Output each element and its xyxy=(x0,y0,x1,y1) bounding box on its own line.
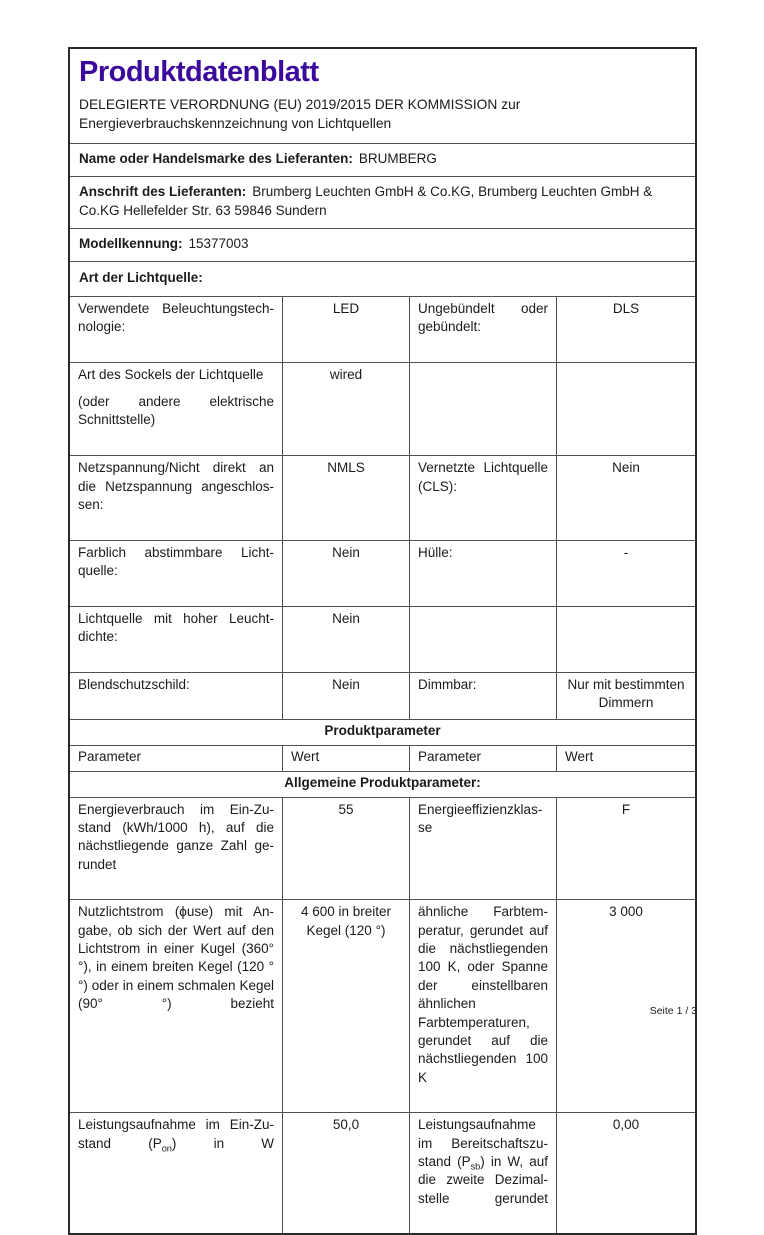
param-cell xyxy=(409,607,556,672)
model-id-value: 15377003 xyxy=(188,235,249,251)
param-cell xyxy=(409,363,556,455)
supplier-name-row xyxy=(70,143,695,176)
supplier-name-value: BRUMBERG xyxy=(358,150,437,166)
param-cell xyxy=(409,1113,556,1233)
value-cell: Nein xyxy=(556,456,695,539)
value-cell: NMLS xyxy=(282,456,409,539)
param-cell: Nutzlichtstrom (ϕuse) mit Angabe, ob sich der Wert auf den Lichtstrom in einer Kugel (360° °), in einem breiten Kegel (120 °°) oder in einem schmalen Kegel (90° °) bezieht xyxy=(78,904,274,1012)
header-block xyxy=(70,49,695,143)
regulation-line-1: DELEGIERTE VERORDNUNG (EU) 2019/2015 DER KOMMISSION zur xyxy=(79,97,521,113)
param-text: ) in W, auf die zweite Dezimalstelle gerundet xyxy=(418,1154,548,1206)
value-cell: 55 xyxy=(282,798,409,900)
value-cell: LED xyxy=(282,297,409,362)
table-row-leuchtdichte xyxy=(70,606,695,672)
param-paragraph-2: (oder andere elektrische Schnittstelle) xyxy=(78,394,274,428)
param-cell: Hülle: xyxy=(409,541,556,606)
value-cell: Nur mit bestimmten Dimmern xyxy=(556,673,695,720)
supplier-address-row xyxy=(70,176,695,228)
value-cell: wired xyxy=(282,363,409,455)
param-cell: Farblich abstimmbare Lichtquelle: xyxy=(78,544,274,578)
subscript-sb: sb xyxy=(470,1161,481,1172)
param-cell: Energieverbrauch im Ein-Zustand (kWh/1000 h), auf die nächstliegende ganze Zahl gerundet xyxy=(78,801,274,872)
value-cell: F xyxy=(556,798,695,900)
regulation-text xyxy=(79,96,685,134)
param-text: Leistungsaufnahme im Ein-Zustand (P xyxy=(78,1117,274,1151)
value-cell: Nein xyxy=(282,541,409,606)
section-title-allgemeine-produktparameter: Allgemeine Produktparameter: xyxy=(70,771,695,796)
value-cell xyxy=(556,607,695,672)
param-cell: Lichtquelle mit hoher Leuchtdichte: xyxy=(78,610,274,645)
subscript-on: on xyxy=(161,1143,172,1154)
column-header-parameter-2: Parameter xyxy=(409,746,556,771)
value-cell: 4 600 in breiter Kegel (120 °) xyxy=(282,900,409,1112)
value-cell: Nein xyxy=(282,607,409,672)
table-row-leistungsaufnahme xyxy=(70,1112,695,1233)
param-cell xyxy=(70,1113,282,1233)
param-cell: Energieeffizienzklasse xyxy=(409,798,556,900)
model-id-label: Modellkennung: xyxy=(79,235,183,251)
supplier-name-label: Name oder Handelsmarke des Lieferanten: xyxy=(79,150,353,166)
value-cell: DLS xyxy=(556,297,695,362)
param-cell: Ungebündelt oder gebündelt: xyxy=(409,297,556,362)
table-row-farblich-abstimmbar xyxy=(70,540,695,606)
param-text: ) in W xyxy=(171,1135,274,1151)
column-header-wert-2: Wert xyxy=(556,746,695,771)
param-text: Leistungsaufnahme im Bereitschaftszustand (P xyxy=(418,1117,548,1170)
value-cell: - xyxy=(556,541,695,606)
value-cell: 0,00 xyxy=(556,1113,695,1233)
value-cell: Nein xyxy=(282,673,409,720)
param-cell: Vernetzte Lichtquelle (CLS): xyxy=(409,456,556,539)
section-title-produktparameter: Produktparameter xyxy=(70,719,695,744)
column-header-parameter-1: Parameter xyxy=(78,748,142,764)
table-row-sockel xyxy=(70,362,695,455)
page-title: Produktdatenblatt xyxy=(79,56,319,88)
model-id-row xyxy=(70,228,695,261)
column-header-wert-1: Wert xyxy=(282,746,409,771)
column-header-row xyxy=(70,745,695,771)
param-cell xyxy=(70,363,282,455)
value-cell: 3 000 xyxy=(556,900,695,1112)
supplier-address-value: Brumberg Leuchten GmbH & Co.KG, Brumberg Leuchten GmbH & Co.KG Hellefelder Str. 63 59846 Sundern xyxy=(79,184,653,218)
param-cell: Verwendete Beleuchtungstechnologie: xyxy=(78,300,274,334)
product-datasheet xyxy=(68,47,697,1235)
value-cell: 50,0 xyxy=(282,1113,409,1233)
section-title-art-der-lichtquelle: Art der Lichtquelle: xyxy=(70,261,695,295)
table-row-energieverbrauch xyxy=(70,797,695,900)
table-row-blendschutzschild xyxy=(70,672,695,720)
regulation-line-2: Energieverbrauchskennzeichnung von Lichtquellen xyxy=(79,116,392,132)
page-number: Seite 1 / 3 xyxy=(649,1005,697,1017)
table-row-nutzlichtstrom xyxy=(70,899,695,1112)
param-paragraph-1: Art des Sockels der Lichtquelle xyxy=(78,366,264,382)
table-row-beleuchtungstechnologie xyxy=(70,296,695,362)
table-row-netzspannung xyxy=(70,455,695,539)
param-cell: ähnliche Farbtemperatur, gerundet auf die nächstliegenden 100 K, oder Spanne der einstellbaren ähnlichen Farbtemperaturen, gerundet auf die nächstliegenden 100 K xyxy=(409,900,556,1112)
param-cell: Blendschutzschild: xyxy=(78,676,190,692)
param-cell: Netzspannung/Nicht direkt an die Netzspannung angeschlossen: xyxy=(78,460,274,512)
param-cell: Dimmbar: xyxy=(409,673,556,720)
value-cell xyxy=(556,363,695,455)
supplier-address-label: Anschrift des Lieferanten: xyxy=(79,184,247,200)
